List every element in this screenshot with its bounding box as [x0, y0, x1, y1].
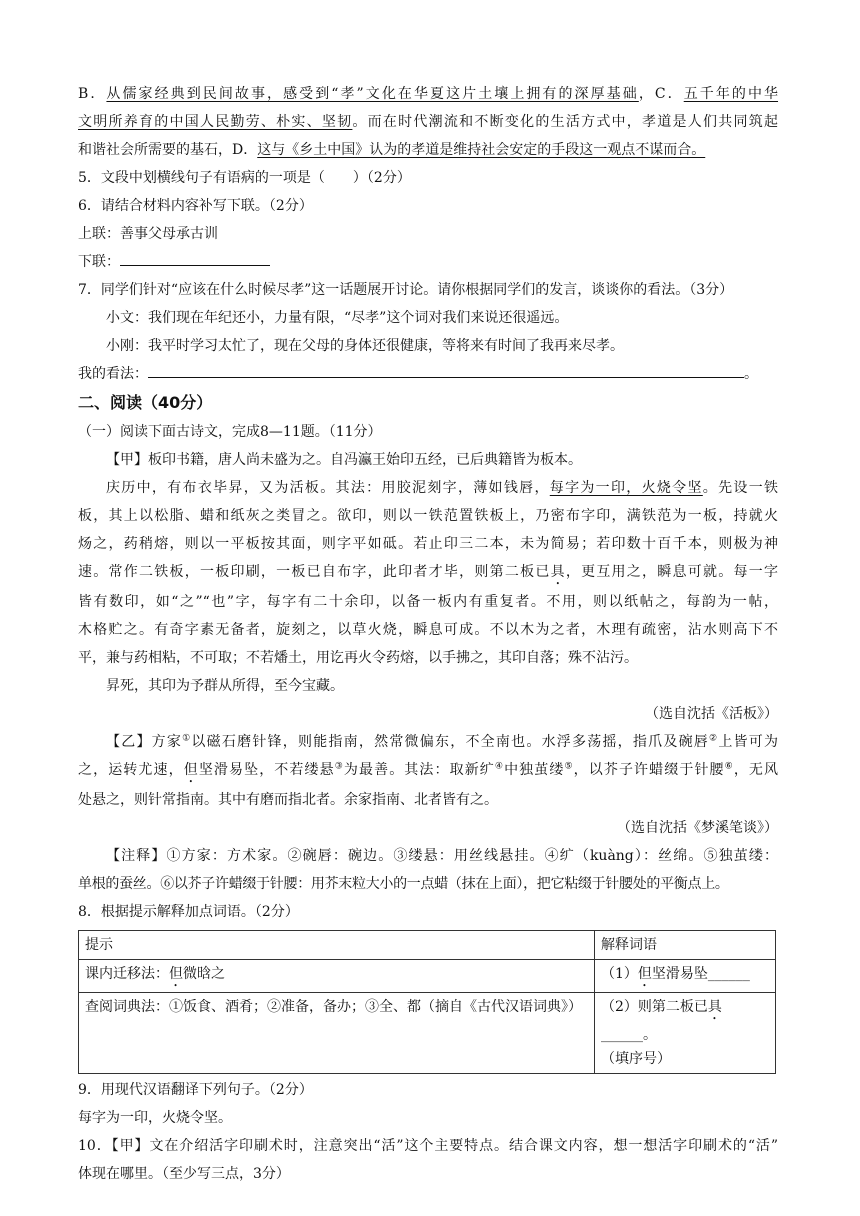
hint-cell-1 — [79, 960, 595, 993]
hint-text: 课内迁移法： — [85, 966, 169, 982]
dotted-word-dan: 但 — [183, 762, 199, 778]
hint-cell-2: 查阅词典法：①饭食、酒肴；②准备，备办；③全、都（摘自《古代汉语词典》） — [79, 993, 595, 1074]
answer-text: 坚滑易坠______ — [651, 966, 750, 982]
option-b-underlined: 从儒家经典到民间故事，感受到“孝”文化在华夏这片土壤上拥有的深厚基础 — [106, 86, 639, 102]
yi-line-2 — [78, 756, 778, 786]
table-row — [79, 960, 776, 993]
notes-line-1: 【注释】①方家：方术家。②碗唇：碗边。③缕悬：用丝线悬挂。④纩（kuàng）：丝绵。⑤独茧缕： — [106, 848, 778, 864]
question-8-table — [78, 930, 776, 1074]
lower-couplet-row — [78, 248, 778, 276]
option-c-label: ，C． — [638, 86, 684, 102]
question-10-line-1: 10．【甲】文在介绍活字印刷术时，注意突出“活”这个主要特点。结合课文内容，想一想活字印刷术的“活” — [78, 1138, 778, 1154]
question-8-stem: 8．根据提示解释加点词语。（2分） — [78, 904, 299, 920]
note-ref: ① — [182, 733, 192, 744]
yi-source: （选自沈括《梦溪笔谈》） — [617, 820, 778, 836]
dotted-word: 具 — [707, 999, 722, 1015]
jia-text: 庆历中，有布衣毕昇，又为活板。其法：用胶泥刻字，薄如钱唇， — [106, 480, 550, 496]
answer-text: （1） — [601, 966, 638, 982]
yi-text: 【乙】方家 — [106, 734, 183, 750]
question-9-stem: 9．用现代汉语翻译下列句子。（2分） — [78, 1082, 313, 1098]
jia-line-2: 板，其上以松脂、蜡和纸灰之类冒之。欲印，则以一铁范置铁板上，乃密布字印，满铁范为一板，持就火 — [78, 508, 778, 524]
jia-text: ，更互用之，瞬息可就。每一字 — [565, 564, 779, 580]
jia-text: 速。常作二铁板，一板印刷，一板已自布字，此印者才毕，则第二板已 — [78, 564, 551, 580]
xiaogang-statement: 小刚：我平时学习太忙了，现在父母的身体还很健康，等将来有时间了我再来尽孝。 — [106, 338, 624, 354]
question-10-line-2: 体现在哪里。（至少写三点，3分） — [78, 1166, 290, 1182]
section-title: 二、阅读（40分） — [78, 393, 213, 412]
jia-line-3: 炀之，药稍熔，则以一平板按其面，则字平如砥。若止印三二本，未为简易；若印数十百千本，则极为神 — [78, 536, 778, 552]
section-subtitle: （一）阅读下面古诗文，完成8—11题。（11分） — [78, 424, 382, 440]
yi-line-3: 处悬之，则针常指南。其中有磨而指北者。余家指南、北者皆有之。 — [78, 792, 498, 808]
table-row — [79, 993, 776, 1074]
yi-line-1 — [78, 728, 778, 756]
my-opinion-label: 我的看法： — [78, 366, 148, 382]
option-c-underlined: 五千年的中华 — [683, 86, 779, 102]
hint-text: 微晗之 — [183, 966, 225, 982]
question-5: 5．文段中划横线句子有语病的一项是（ ）（2分） — [78, 170, 411, 186]
question-6-stem: 6．请结合材料内容补写下联。（2分） — [78, 198, 313, 214]
jia-line-6: 木格贮之。有奇字素无备者，旋刻之，以草火烧，瞬息可成。不以木为之者，木理有疏密，沾水则高下不 — [78, 622, 778, 638]
note-ref: ⑤ — [564, 761, 574, 772]
dotted-word-ju: 具 — [550, 564, 566, 580]
yi-text: 为最善。其法：取新纩 — [343, 762, 495, 778]
passage-text: 。而在时代潮流和不断变化的生活方式中，孝道是人们共同筑起 — [352, 114, 779, 130]
yi-text: ，无风 — [733, 762, 779, 778]
exam-page — [78, 80, 778, 1188]
question-9-sentence: 每字为一印，火烧令坚。 — [78, 1110, 232, 1126]
jia-line-4 — [78, 558, 778, 588]
question-7-stem: 7．同学们针对“应该在什么时候尽孝”这一话题展开讨论。请你根据同学们的发言，谈谈你的看法。（3分） — [78, 282, 734, 298]
passage-line-3 — [78, 136, 778, 164]
jia-underlined-sentence: 每字为一印，火烧令坚 — [549, 480, 703, 496]
notes-line-2: 单根的蚕丝。⑥以芥子许蜡缀于针腰：用芥末粒大小的一点蜡（抹在上面），把它粘缀于针腰处的平衡点上。 — [78, 876, 729, 892]
my-opinion-answer-line[interactable] — [148, 361, 744, 378]
jia-source: （选自沈括《活板》） — [645, 706, 778, 722]
jia-line-1 — [78, 474, 778, 502]
jia-paragraph-3: 昇死，其印为予群从所得，至今宝藏。 — [106, 678, 344, 694]
jia-text: 。先设一铁 — [702, 480, 779, 496]
answer-cell-2[interactable] — [595, 993, 776, 1074]
option-b-label: B． — [78, 86, 107, 102]
yi-text: 坚滑易坠，不若缕悬 — [198, 762, 335, 778]
yi-text: 中独茧缕 — [504, 762, 565, 778]
note-ref: ⑥ — [724, 761, 734, 772]
option-c-underlined-cont: 文明所养育的中国人民勤劳、朴实、坚韧 — [78, 114, 353, 130]
my-opinion-end: 。 — [744, 366, 758, 382]
answer-text: （2）则第二板已 — [601, 999, 708, 1015]
jia-line-7: 平，兼与药相粘，不可取；不若燔土，用讫再火令药熔，以手拂之，其印自落；殊不沾污。 — [78, 650, 638, 666]
dotted-word: 但 — [637, 966, 652, 982]
passage-line-1 — [78, 80, 778, 108]
yi-text: 之，运转尤速， — [78, 762, 184, 778]
lower-couplet-answer-line[interactable] — [120, 249, 270, 266]
upper-couplet: 上联：善事父母承古训 — [78, 226, 218, 242]
lower-couplet-label: 下联： — [78, 254, 120, 270]
passage-line-2 — [78, 108, 778, 136]
yi-text: 上皆可为 — [718, 734, 778, 750]
answer-cell-1[interactable] — [595, 960, 776, 993]
table-header-row — [79, 931, 776, 960]
my-opinion-row — [78, 360, 778, 388]
answer-text: ______。 — [601, 1027, 657, 1043]
dotted-word: 但 — [169, 966, 183, 982]
table-header-hint: 提示 — [79, 931, 595, 960]
option-d-label: 和谐社会所需要的基石，D． — [78, 142, 258, 158]
jia-line-5: 皆有数印，如“之”“也”字，每字有二十余印，以备一板内有重复者。不用，则以纸帖之，每韵为一帖， — [78, 594, 778, 610]
note-ref: ③ — [334, 761, 344, 772]
option-d-underlined: 这与《乡土中国》认为的孝道是维持社会安定的手段这一观点不谋而合。 — [257, 142, 706, 158]
yi-text: 以磁石磨针锋，则能指南，然常微偏东，不全南也。水浮多荡摇，指爪及碗唇 — [191, 734, 710, 750]
table-header-explain: 解释词语 — [595, 931, 776, 960]
answer-text: （填序号） — [601, 1051, 671, 1067]
note-ref: ④ — [494, 761, 505, 772]
xiaowen-statement: 小文：我们现在年纪还小，力量有限，“尽孝”这个词对我们来说还很遥远。 — [106, 310, 569, 326]
jia-paragraph-1: 【甲】板印书籍，唐人尚未盛为之。自冯瀛王始印五经，已后典籍皆为板本。 — [106, 452, 582, 468]
note-ref: ② — [709, 733, 719, 744]
yi-text: ，以芥子许蜡缀于针腰 — [573, 762, 725, 778]
